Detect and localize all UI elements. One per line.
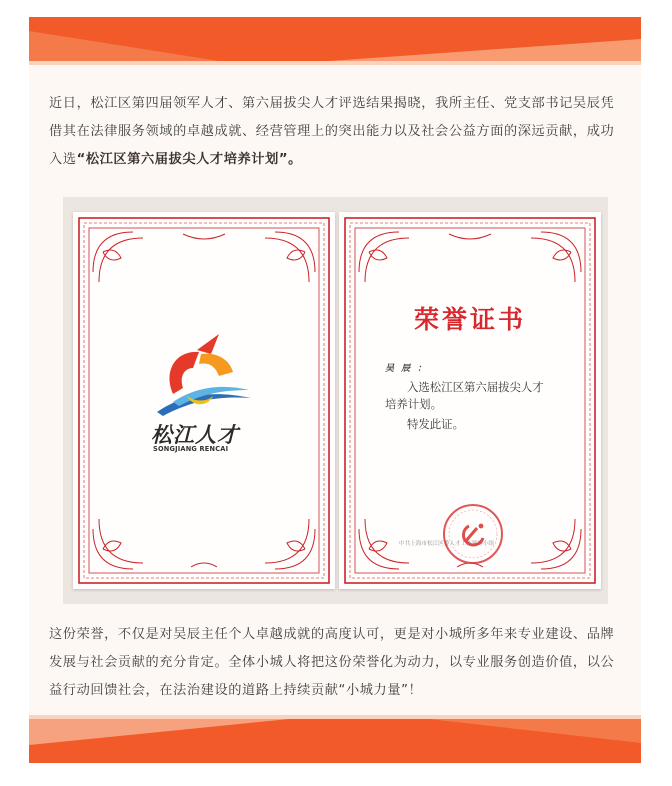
certificate-body bbox=[385, 379, 565, 433]
article-card bbox=[29, 17, 641, 763]
certificate-line-2: 培养计划。 bbox=[385, 397, 442, 411]
certificate-line-3: 特发此证。 bbox=[407, 417, 464, 431]
intro-text: 近日，松江区第四届领军人才、第六届拔尖人才评选结果揭晓，我所主任、党支部书记吴辰凭借其在法律服务领域的卓越成就、经营管理上的突出能力以及社会公益方面的深远贡献，成功入选 bbox=[49, 96, 615, 167]
certificate-left-page bbox=[73, 212, 335, 589]
songjiang-talent-logo-icon bbox=[153, 332, 253, 417]
top-banner bbox=[29, 17, 641, 65]
certificate-title: 荣誉证书 bbox=[413, 305, 526, 334]
official-seal-icon bbox=[441, 502, 505, 566]
certificate-right-page bbox=[339, 212, 601, 589]
bottom-banner bbox=[29, 715, 641, 763]
logo-wordmark: 松江人才 bbox=[151, 422, 239, 447]
intro-paragraph bbox=[49, 90, 621, 174]
certificate-line-1: 入选松江区第六届拔尖人才 bbox=[407, 380, 544, 394]
certificate-photo bbox=[63, 197, 608, 604]
program-name: “松江区第六届拔尖人才培养计划”。 bbox=[76, 152, 302, 167]
recipient-name: 吴 辰 ： bbox=[385, 364, 429, 374]
certificate-issuer: 中共上海市松江区委人才工作领导小组 bbox=[399, 541, 495, 547]
closing-paragraph: 这份荣誉，不仅是对吴辰主任个人卓越成就的高度认可，更是对小城所多年来专业建设、品牌发展与社会贡献的充分肯定。全体小城人将把这份荣誉化为动力，以专业服务创造价值，以公益行动回馈社会，在法治建设的道路上持续贡献“小城力量”！ bbox=[49, 627, 615, 698]
logo-subtext: SONGJIANG RENCAI bbox=[153, 445, 229, 453]
